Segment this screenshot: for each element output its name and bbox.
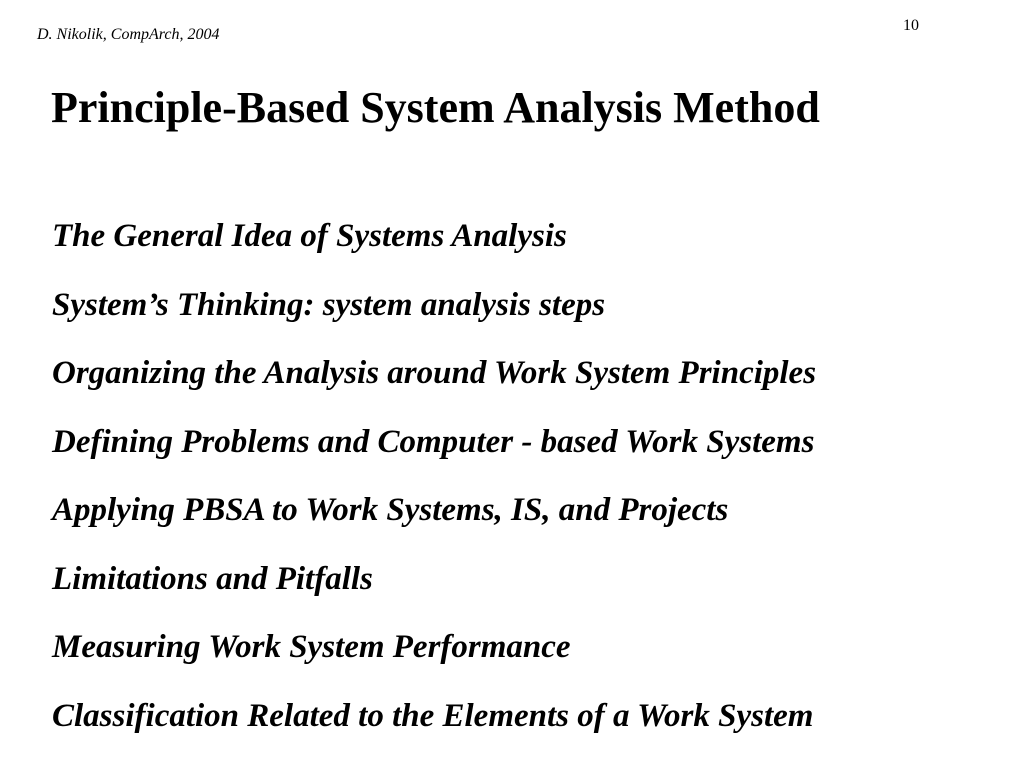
topic-item: Organizing the Analysis around Work System Principles xyxy=(52,355,817,391)
header-credit: D. Nikolik, CompArch, 2004 xyxy=(37,26,220,43)
topic-item: Limitations and Pitfalls xyxy=(52,560,373,597)
topic-item: Defining Problems and Computer - based Work Systems xyxy=(52,423,815,460)
topic-item: Measuring Work System Performance xyxy=(52,629,571,665)
page-number: 10 xyxy=(903,17,919,34)
topic-item: The General Idea of Systems Analysis xyxy=(52,218,567,254)
slide-title: Principle-Based System Analysis Method xyxy=(51,83,820,132)
topic-item: Applying PBSA to Work Systems, IS, and Projects xyxy=(52,492,729,528)
topic-list xyxy=(52,214,816,762)
topic-item: System’s Thinking: system analysis steps xyxy=(52,286,606,323)
topic-item: Classification Related to the Elements of a Work System xyxy=(52,697,814,734)
